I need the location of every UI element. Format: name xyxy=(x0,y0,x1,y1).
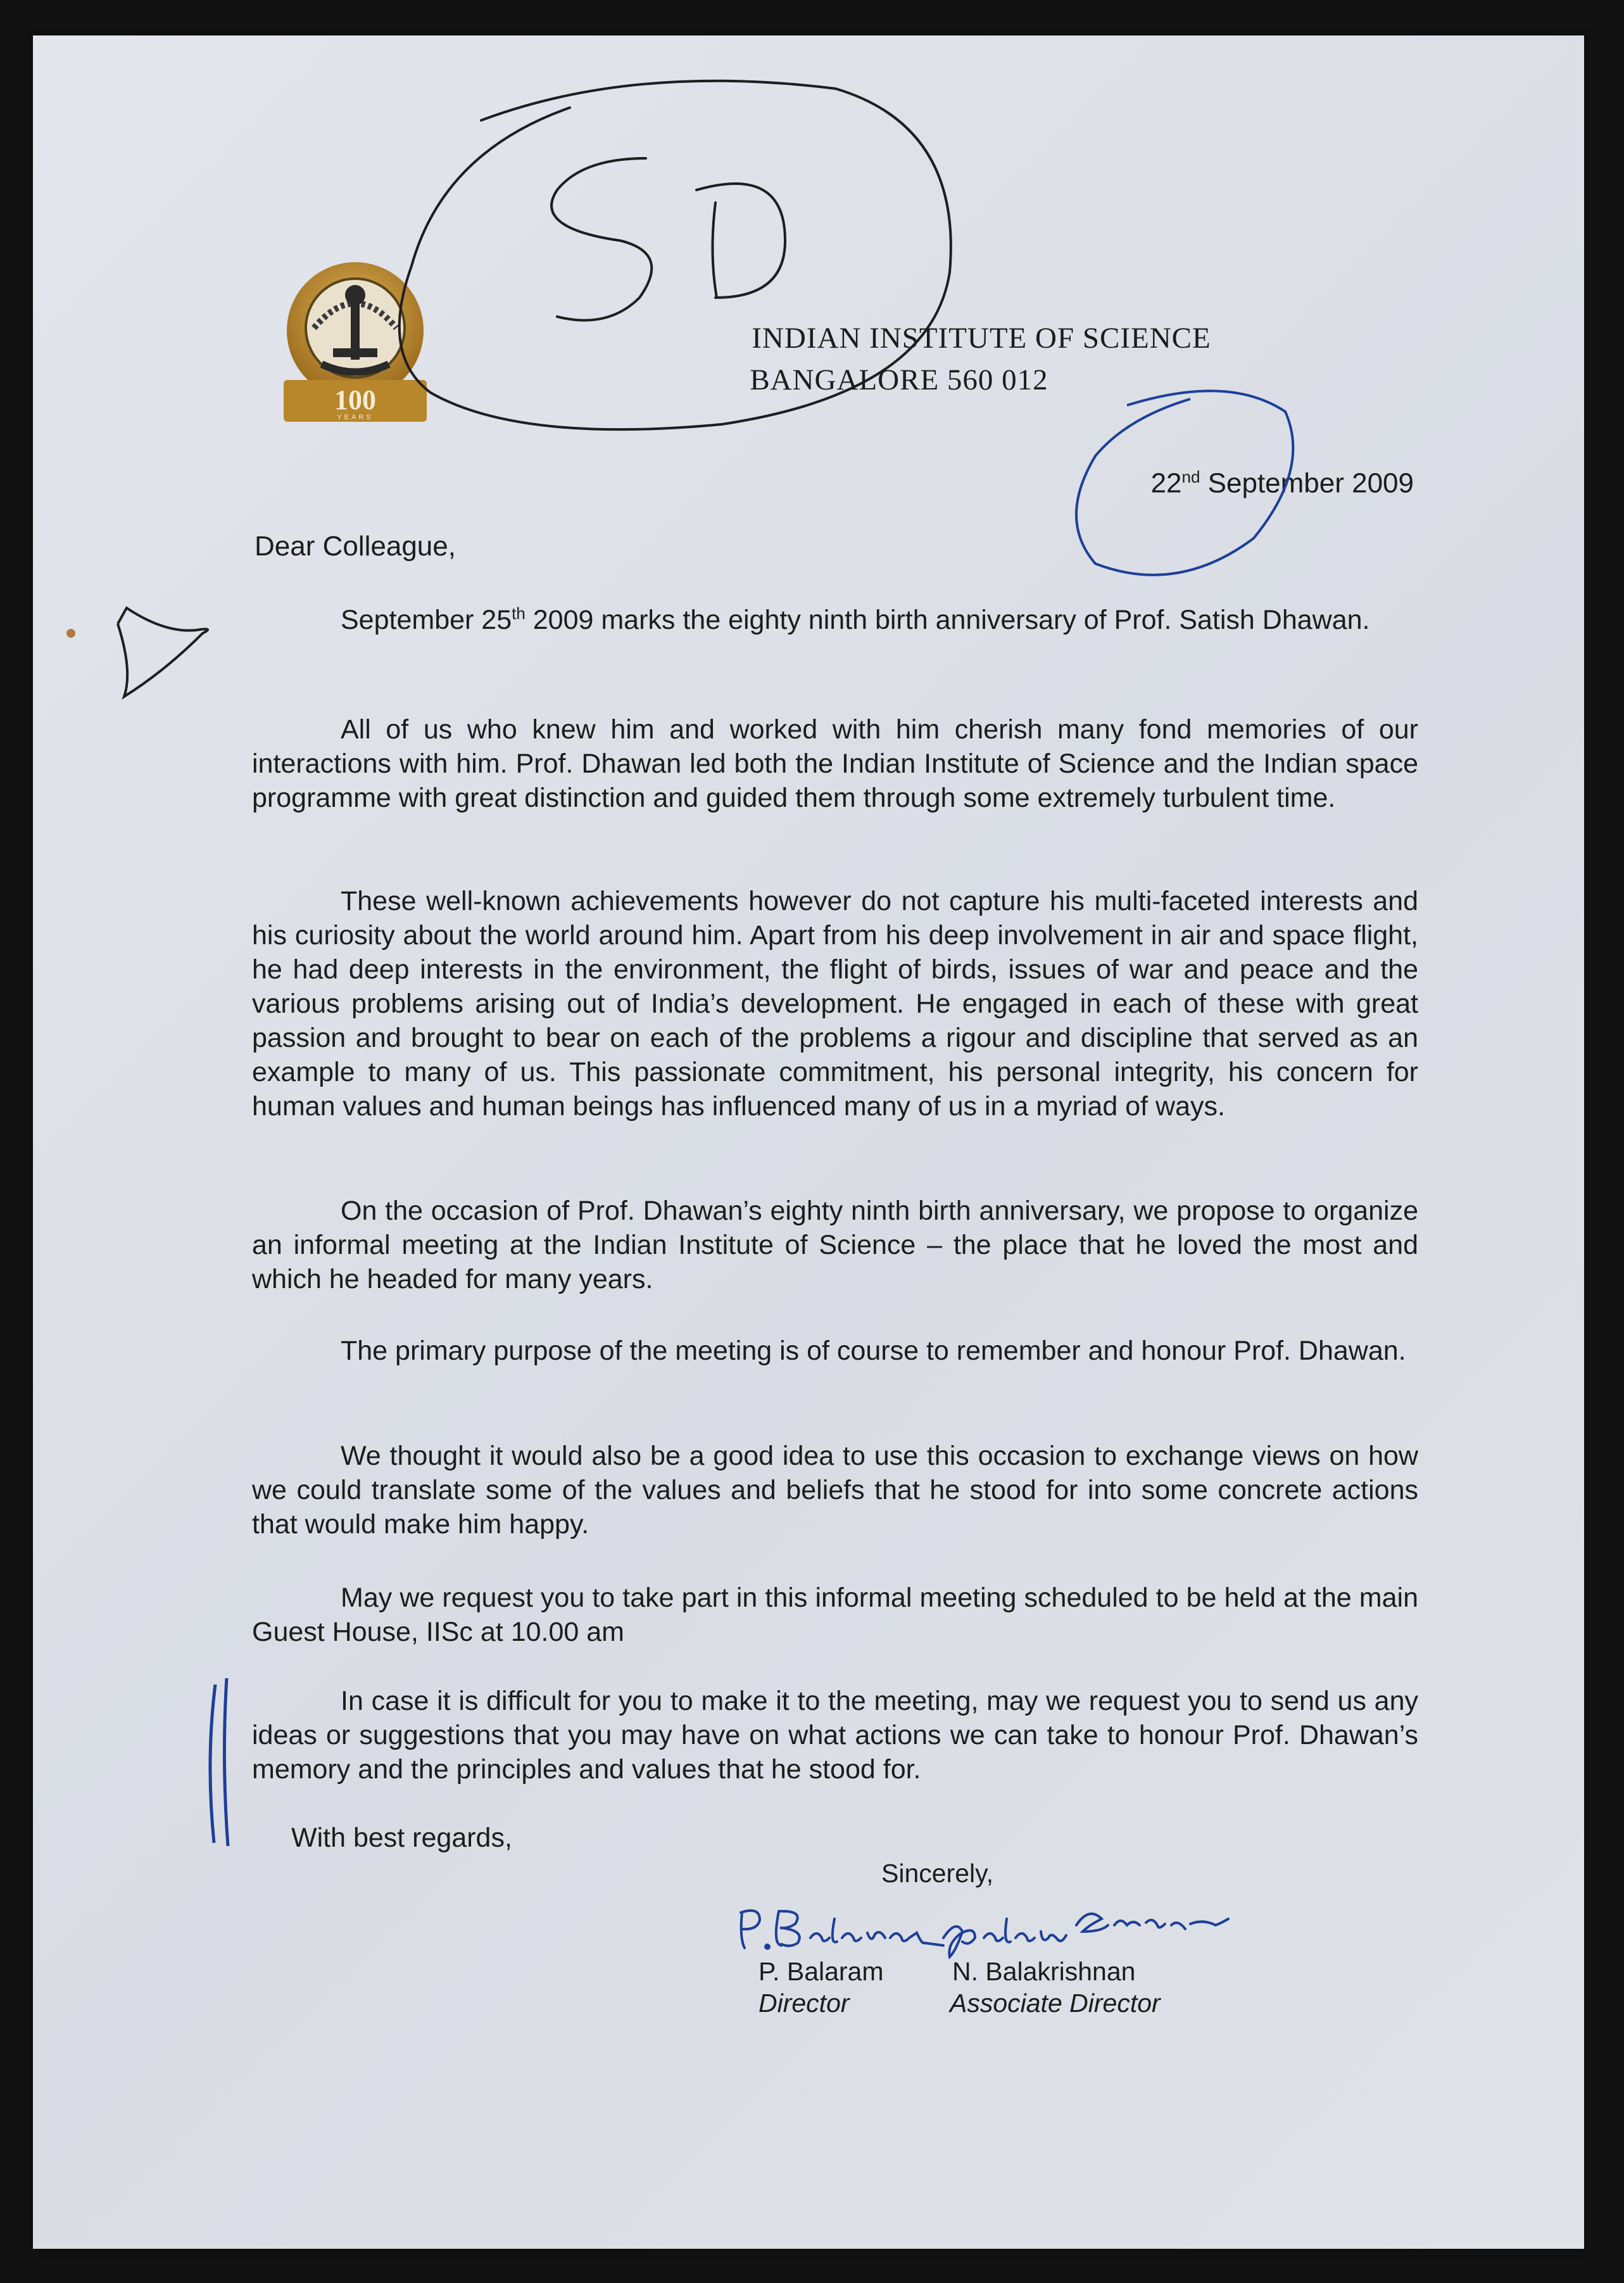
signature-text: P. Balaram NBalakrishnan xyxy=(734,1962,742,1963)
date-month-year: September 2009 xyxy=(1200,467,1414,499)
letter-date xyxy=(1151,467,1414,500)
paragraph-5: The primary purpose of the meeting is of course to remember and honour Prof. Dhawan. xyxy=(341,1336,1406,1366)
signatory-2-title: Associate Director xyxy=(950,1989,1161,2018)
salutation: Dear Colleague, xyxy=(255,531,456,562)
paragraph-8: In case it is difficult for you to make it to the meeting, may we request you to send us any ideas or suggestions that you may have on what actions we can take to honour Prof. Dhawan’s memory and the principles and values that he stood for. xyxy=(252,1686,1418,1785)
p1-sup: th xyxy=(512,604,526,623)
paragraph-3: These well-known achievements however do not capture his multi-faceted interests and his curiosity about the world around him. Apart from his deep involvement in air and space flight, he had deep interests in the environment, the flight of birds, issues of war and peace and the various problems arising out of India’s development. He engaged in each of these with great passion and brought to bear on each of the problems a rigour and discipline that served as an example to many of us. This passionate commitment, his personal integrity, his concern for human values and human beings has influenced many of us in a myriad of ways. xyxy=(252,886,1418,1122)
paragraph-1 xyxy=(252,603,1418,637)
date-day: 22 xyxy=(1150,467,1182,499)
signatory-1-name: P. Balaram xyxy=(758,1957,884,1986)
closing-regards: With best regards, xyxy=(291,1823,512,1853)
institution-address: BANGALORE 560 012 xyxy=(750,364,1048,396)
signatory-1-title: Director xyxy=(758,1989,850,2018)
institution-name: INDIAN INSTITUTE OF SCIENCE xyxy=(752,322,1211,355)
signatory-2-name: N. Balakrishnan xyxy=(952,1957,1136,1986)
paragraph-6: We thought it would also be a good idea to use this occasion to exchange views on how we could translate some of the values and beliefs that he stood for into some concrete actions that would make him happy. xyxy=(252,1441,1418,1540)
handwritten-signatures xyxy=(734,1894,1241,1963)
p1-end: 2009 marks the eighty ninth birth anniversary of Prof. Satish Dhawan. xyxy=(525,605,1370,635)
iisc-centenary-emblem xyxy=(277,260,433,424)
paragraph-7: May we request you to take part in this informal meeting scheduled to be held at the main Guest House, IISc at 10.00 am xyxy=(252,1583,1418,1647)
paragraph-2: All of us who knew him and worked with him cherish many fond memories of our interactions with him. Prof. Dhawan led both the Indian Institute of Science and the Indian space programme with great distinction and guided them through some extremely turbulent time. xyxy=(252,714,1418,813)
emblem-number: 100 xyxy=(334,384,376,415)
p1-start: September 25 xyxy=(341,605,512,635)
paragraph-4: On the occasion of Prof. Dhawan’s eighty ninth birth anniversary, we propose to organize an informal meeting at the Indian Institute of Science – the place that he loved the most and which he headed for many years. xyxy=(252,1196,1418,1294)
emblem-subtext: YEARS xyxy=(337,414,374,421)
date-suffix: nd xyxy=(1181,467,1200,486)
closing-sincerely: Sincerely, xyxy=(881,1859,993,1888)
